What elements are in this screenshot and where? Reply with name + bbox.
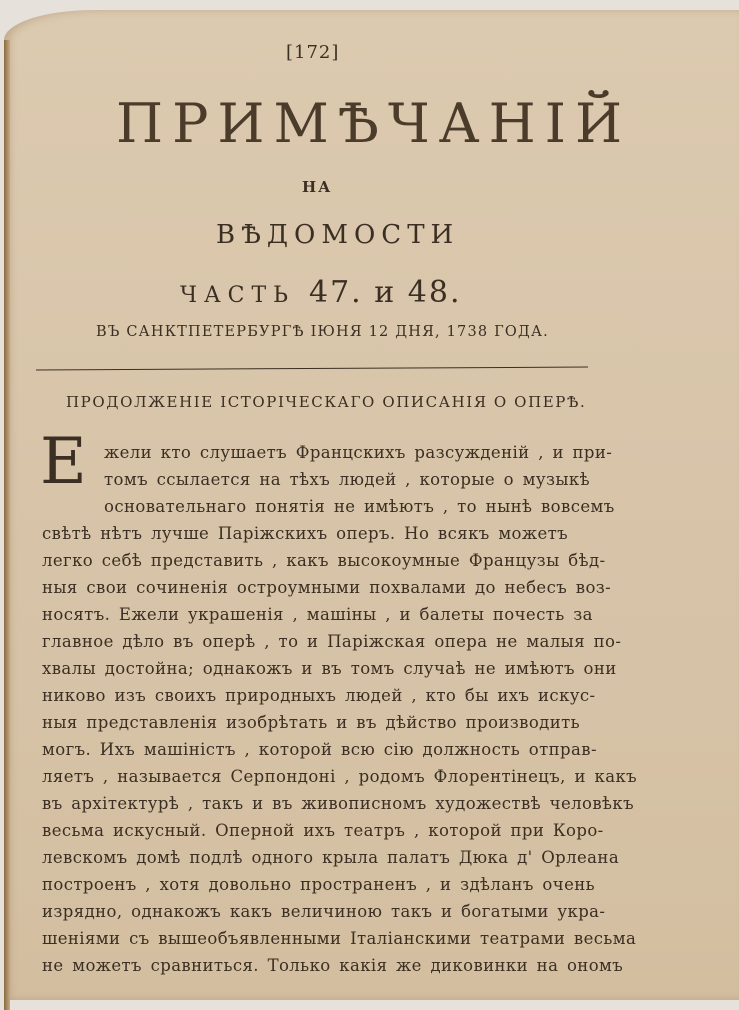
text-line: левскомъ домѣ подлѣ одного крыла палатъ Дюка д' Орлеана [42,848,620,867]
drop-cap: Е [40,425,87,499]
text-line: весьма искусный. Оперной ихъ театръ , которой при Коро- [42,821,604,840]
divider-rule [36,367,588,371]
dateline: ВЪ САНКТПЕТЕРБУРГѢ ІЮНЯ 12 ДНЯ, 1738 ГОДА. [96,324,549,340]
text-line: могъ. Ихъ машіністъ , которой всю сію должность отправ- [42,740,597,759]
book-spine [4,40,10,1010]
article-subtitle: ПРОДОЛЖЕНІЕ ІСТОРІЧЕСКАГО ОПИСАНІЯ О ОПЕРѢ. [66,393,587,411]
text-line: томъ ссылается на тѣхъ людей , которые о музыкѣ [104,470,590,489]
text-line: главное дѣло въ оперѣ , то и Паріжская опера не малыя по- [42,632,622,651]
page-title: ПРИМѢЧАНІЙ [116,92,632,155]
text-line: никово изъ своихъ природныхъ людей , кто бы ихъ искус- [42,686,596,705]
part-heading [180,275,462,310]
text-line: легко себѣ представить , какъ высокоумные Французы бѣд- [42,551,606,570]
text-line: изрядно, однакожъ какъ величиною такъ и богатыми укра- [42,902,606,921]
text-line: ныя представленія изобрѣтать и въ дѣйство производить [42,713,581,732]
text-line: ныя свои сочиненія остроумными похвалами до небесъ воз- [42,578,612,597]
text-line: свѣтѣ нѣтъ лучше Паріжскихъ оперъ. Но всякъ можетъ [42,524,569,543]
text-line: основательнаго понятія не имѣютъ , то нынѣ вовсемъ [104,497,615,516]
text-line: жели кто слушаетъ Францскихъ разсужденій , и при- [104,443,613,462]
book-page [4,10,739,1000]
page-number: [172] [286,42,340,63]
text-line: шеніями съ вышеобъявленными Італіанскими театрами весьма [42,929,637,948]
part-label: ЧАСТЬ [180,283,295,308]
part-numbers: 47. и 48. [309,275,462,310]
publication-name: ВѢДОМОСТИ [216,220,460,250]
text-line: ляетъ , называется Серпондоні , родомъ Флорентінецъ, и какъ [42,767,638,786]
text-line: не можетъ сравниться. Только какія же диковинки на ономъ [42,956,624,975]
text-line: построенъ , хотя довольно пространенъ , и здѣланъ очень [42,875,596,894]
title-preposition: НА [302,178,333,196]
text-line: въ архітектурѣ , такъ и въ живописномъ художествѣ человѣкъ [42,794,634,813]
text-line: хвалы достойна; однакожъ и въ томъ случаѣ не имѣютъ они [42,659,617,678]
text-line: носятъ. Ежели украшенія , машіны , и балеты почесть за [42,605,593,624]
